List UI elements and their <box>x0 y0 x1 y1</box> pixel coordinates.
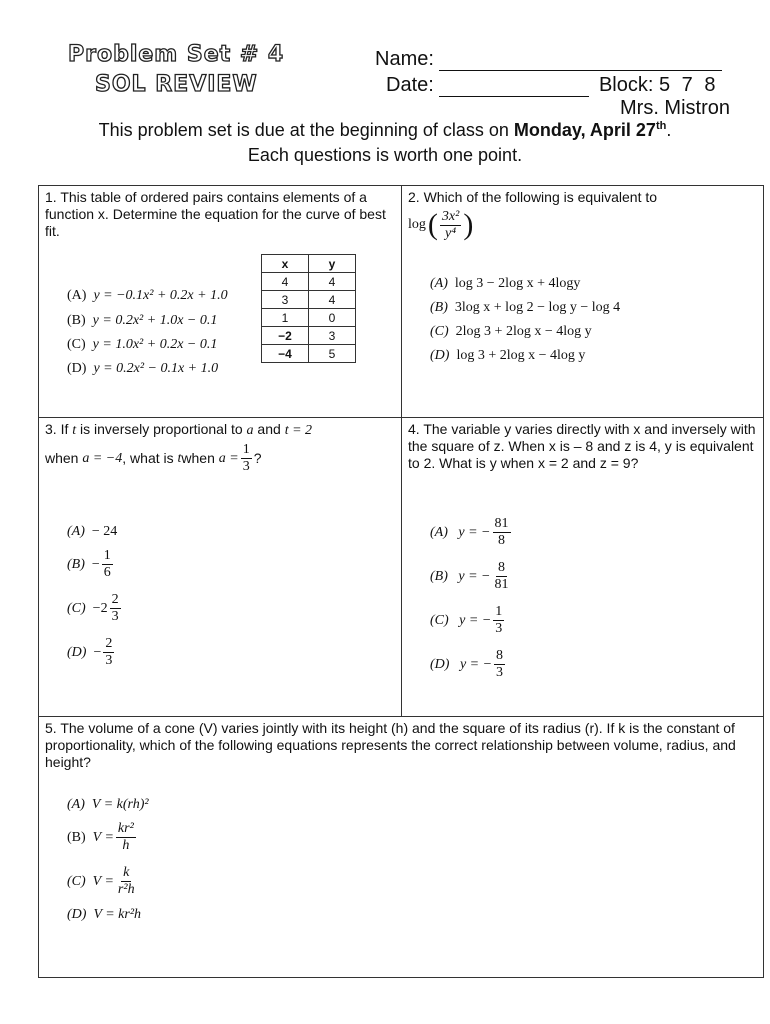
question-3-text <box>45 421 395 439</box>
option-fraction <box>493 516 511 549</box>
table-cell: 0 <box>309 309 356 327</box>
option-label: (D) <box>430 348 450 363</box>
option-label: (D) <box>67 361 87 376</box>
table-cell: 1 <box>262 309 309 327</box>
question-5-text: 5. The volume of a cone (V) varies jointly with its height (h) and the square of its radius (r). If k is the constant of proportionality, which of the following equations represents the correct relationship between volume, radius, and height? <box>45 720 736 770</box>
fraction-denominator: 3 <box>111 609 119 624</box>
option-text: 2log 3 + 2log x − 4log y <box>455 324 592 339</box>
q3-eq-1: t = 2 <box>284 423 313 438</box>
option-text: y = −0.1x² + 0.2x + 1.0 <box>93 288 228 303</box>
q1-option-a[interactable] <box>67 288 228 304</box>
q3-text-e: , what is <box>122 450 174 466</box>
option-label: (A) <box>430 524 448 540</box>
question-5 <box>39 717 763 977</box>
fraction-denominator: 81 <box>494 577 509 592</box>
fraction-numerator: 1 <box>103 548 111 563</box>
q4-option-c[interactable] <box>430 604 506 637</box>
option-fraction <box>493 560 511 593</box>
option-label: (C) <box>67 337 86 352</box>
option-text: V = kr²h <box>93 907 142 922</box>
due-date-suffix: th <box>655 120 667 132</box>
option-text: 3log x + log 2 − log y − log 4 <box>454 300 621 315</box>
q1-option-d[interactable] <box>67 361 218 377</box>
option-label: (B) <box>67 313 86 328</box>
date-field <box>386 74 715 97</box>
option-lhs: y = − <box>459 656 493 672</box>
option-fraction <box>110 592 121 625</box>
option-fraction <box>116 865 137 898</box>
log-label: log <box>408 217 426 232</box>
fraction-denominator: y⁴ <box>445 225 457 241</box>
option-lhs: V = <box>92 829 114 845</box>
fraction-numerator: 1 <box>495 604 503 619</box>
option-sign: − <box>93 644 102 660</box>
due-statement <box>0 120 770 141</box>
q3-text-b: is inversely proportional to <box>76 421 247 437</box>
q5-option-a[interactable] <box>67 797 149 813</box>
option-whole: −2 <box>92 600 108 616</box>
option-text: log 3 + 2log x − 4log y <box>456 348 586 363</box>
option-label: (B) <box>430 300 448 315</box>
q2-option-c[interactable] <box>430 324 592 340</box>
name-label: Name: <box>375 48 434 70</box>
option-sign: − <box>91 556 100 572</box>
option-text: y = 1.0x² + 0.2x − 0.1 <box>92 337 218 352</box>
q1-option-b[interactable] <box>67 313 217 329</box>
option-text: − 24 <box>91 524 118 539</box>
option-label: (D) <box>67 907 87 922</box>
table-row <box>262 291 356 309</box>
q3-text-f: when <box>181 450 215 466</box>
fraction-numerator: 3x² <box>441 208 460 224</box>
q3-text-c: and <box>253 421 285 437</box>
q3-text-a: 3. If <box>45 421 73 437</box>
table-row <box>262 273 356 291</box>
table-row <box>262 327 356 345</box>
option-lhs: y = − <box>458 568 491 584</box>
question-3-text-line2 <box>45 442 262 475</box>
q5-option-b[interactable] <box>67 821 138 854</box>
fraction-numerator: 2 <box>111 592 119 607</box>
fraction-denominator: h <box>122 838 130 853</box>
fraction-denominator: r²h <box>117 882 135 897</box>
option-label: (A) <box>430 276 448 291</box>
fraction-denominator: 6 <box>103 565 111 580</box>
table-cell: −4 <box>262 345 309 363</box>
title-line-2: SOL REVIEW <box>95 72 258 97</box>
option-fraction <box>102 548 113 581</box>
table-cell: 3 <box>262 291 309 309</box>
q3-text-d: when <box>45 450 79 466</box>
table-row <box>262 345 356 363</box>
table-cell: 3 <box>309 327 356 345</box>
block-numbers: 5 7 8 <box>658 74 716 96</box>
q3-option-d[interactable] <box>67 636 116 669</box>
q3-option-a[interactable] <box>67 524 117 540</box>
option-label: (A) <box>67 797 85 812</box>
question-1-text: 1. This table of ordered pairs contains elements of a function x. Determine the equation for the curve of best fit. <box>45 189 386 239</box>
q5-option-d[interactable] <box>67 907 141 923</box>
option-label: (C) <box>430 612 449 628</box>
q4-option-b[interactable] <box>430 560 513 593</box>
option-label: (D) <box>67 644 87 660</box>
table-header-row <box>262 255 356 273</box>
option-lhs: V = <box>92 873 114 889</box>
fraction-numerator: 8 <box>496 648 504 663</box>
question-4-text: 4. The variable y varies directly with x and inversely with the square of z. When x is – 8 and z is 4, y is equivalent to 2. What is y when x = 2 and z = 9? <box>408 421 756 471</box>
option-fraction <box>116 821 136 854</box>
teacher-name: Mrs. Mistron <box>620 97 730 119</box>
table-row <box>262 309 356 327</box>
q2-option-d[interactable] <box>430 348 585 364</box>
question-1 <box>39 186 401 417</box>
log-fraction <box>440 209 461 242</box>
q3-var-t-2: t <box>177 451 182 466</box>
due-end: . <box>666 120 672 140</box>
q3-option-c[interactable] <box>67 592 123 625</box>
q1-option-c[interactable] <box>67 337 217 353</box>
name-blank[interactable] <box>439 50 722 71</box>
question-2 <box>402 186 763 417</box>
due-date: Monday, April 27 <box>513 120 656 140</box>
option-text: y = 0.2x² − 0.1x + 1.0 <box>93 361 219 376</box>
problem-grid <box>38 185 764 978</box>
question-4 <box>402 418 763 716</box>
table-cell: 4 <box>309 273 356 291</box>
table-cell: 5 <box>309 345 356 363</box>
table-header-y: y <box>309 255 356 273</box>
date-blank[interactable] <box>439 76 589 97</box>
option-label: (C) <box>67 873 86 889</box>
fraction-denominator: 3 <box>495 621 503 636</box>
q3-var-a: a <box>246 423 254 438</box>
title-line-1: Problem Set # 4 <box>68 42 285 67</box>
option-label: (C) <box>67 600 86 616</box>
option-label: (A) <box>67 288 87 303</box>
ordered-pairs-table <box>261 254 356 363</box>
table-header-x: x <box>262 255 309 273</box>
fraction-numerator: kr² <box>117 821 134 836</box>
option-text: log 3 − 2log x + 4logy <box>454 276 581 291</box>
option-fraction <box>494 648 505 681</box>
q5-option-c[interactable] <box>67 865 139 898</box>
block-label: Block: <box>598 74 654 96</box>
q3-eq-3: a = <box>218 451 239 466</box>
fraction-numerator: 8 <box>498 560 505 575</box>
question-2-text: 2. Which of the following is equivalent to <box>408 189 658 205</box>
option-label: (B) <box>430 568 448 584</box>
option-text: V = k(rh)² <box>91 797 149 812</box>
q3-option-b[interactable] <box>67 548 115 581</box>
option-label: (A) <box>67 524 85 539</box>
fraction-numerator: 2 <box>105 636 113 651</box>
option-lhs: y = − <box>459 612 492 628</box>
fraction-denominator: 3 <box>242 459 250 474</box>
q3-eq-2: a = −4 <box>82 451 123 466</box>
option-text: y = 0.2x² + 1.0x − 0.1 <box>92 313 218 328</box>
points-statement: Each questions is worth one point. <box>247 145 523 165</box>
q3-text-g: ? <box>253 450 262 466</box>
fraction-denominator: 8 <box>498 533 505 548</box>
due-prefix: This problem set is due at the beginning of class on <box>98 120 514 140</box>
fraction-denominator: 3 <box>105 653 113 668</box>
table-cell: −2 <box>262 327 309 345</box>
fraction-numerator: k <box>123 865 130 880</box>
option-label: (B) <box>67 556 85 572</box>
q4-option-a[interactable] <box>430 516 513 549</box>
q3-fraction <box>241 442 252 475</box>
option-fraction <box>493 604 504 637</box>
option-label: (C) <box>430 324 449 339</box>
q3-var-t: t <box>72 423 77 438</box>
option-lhs: y = − <box>458 524 491 540</box>
option-label: (D) <box>430 656 450 672</box>
date-label: Date: <box>386 74 434 96</box>
fraction-numerator: 81 <box>494 516 509 531</box>
fraction-numerator: 1 <box>242 442 250 457</box>
q2-option-a[interactable] <box>430 276 580 292</box>
table-cell: 4 <box>262 273 309 291</box>
q2-option-b[interactable] <box>430 300 620 316</box>
option-label: (B) <box>67 829 86 845</box>
log-expression: log ( $\frac{\text{3x²}}{\text{y⁴}}$ ) <box>408 208 474 241</box>
fraction-denominator: 3 <box>496 665 504 680</box>
q4-option-d[interactable] <box>430 648 507 681</box>
question-3 <box>39 418 401 716</box>
option-fraction <box>103 636 114 669</box>
table-cell: 4 <box>309 291 356 309</box>
name-field <box>375 48 722 71</box>
